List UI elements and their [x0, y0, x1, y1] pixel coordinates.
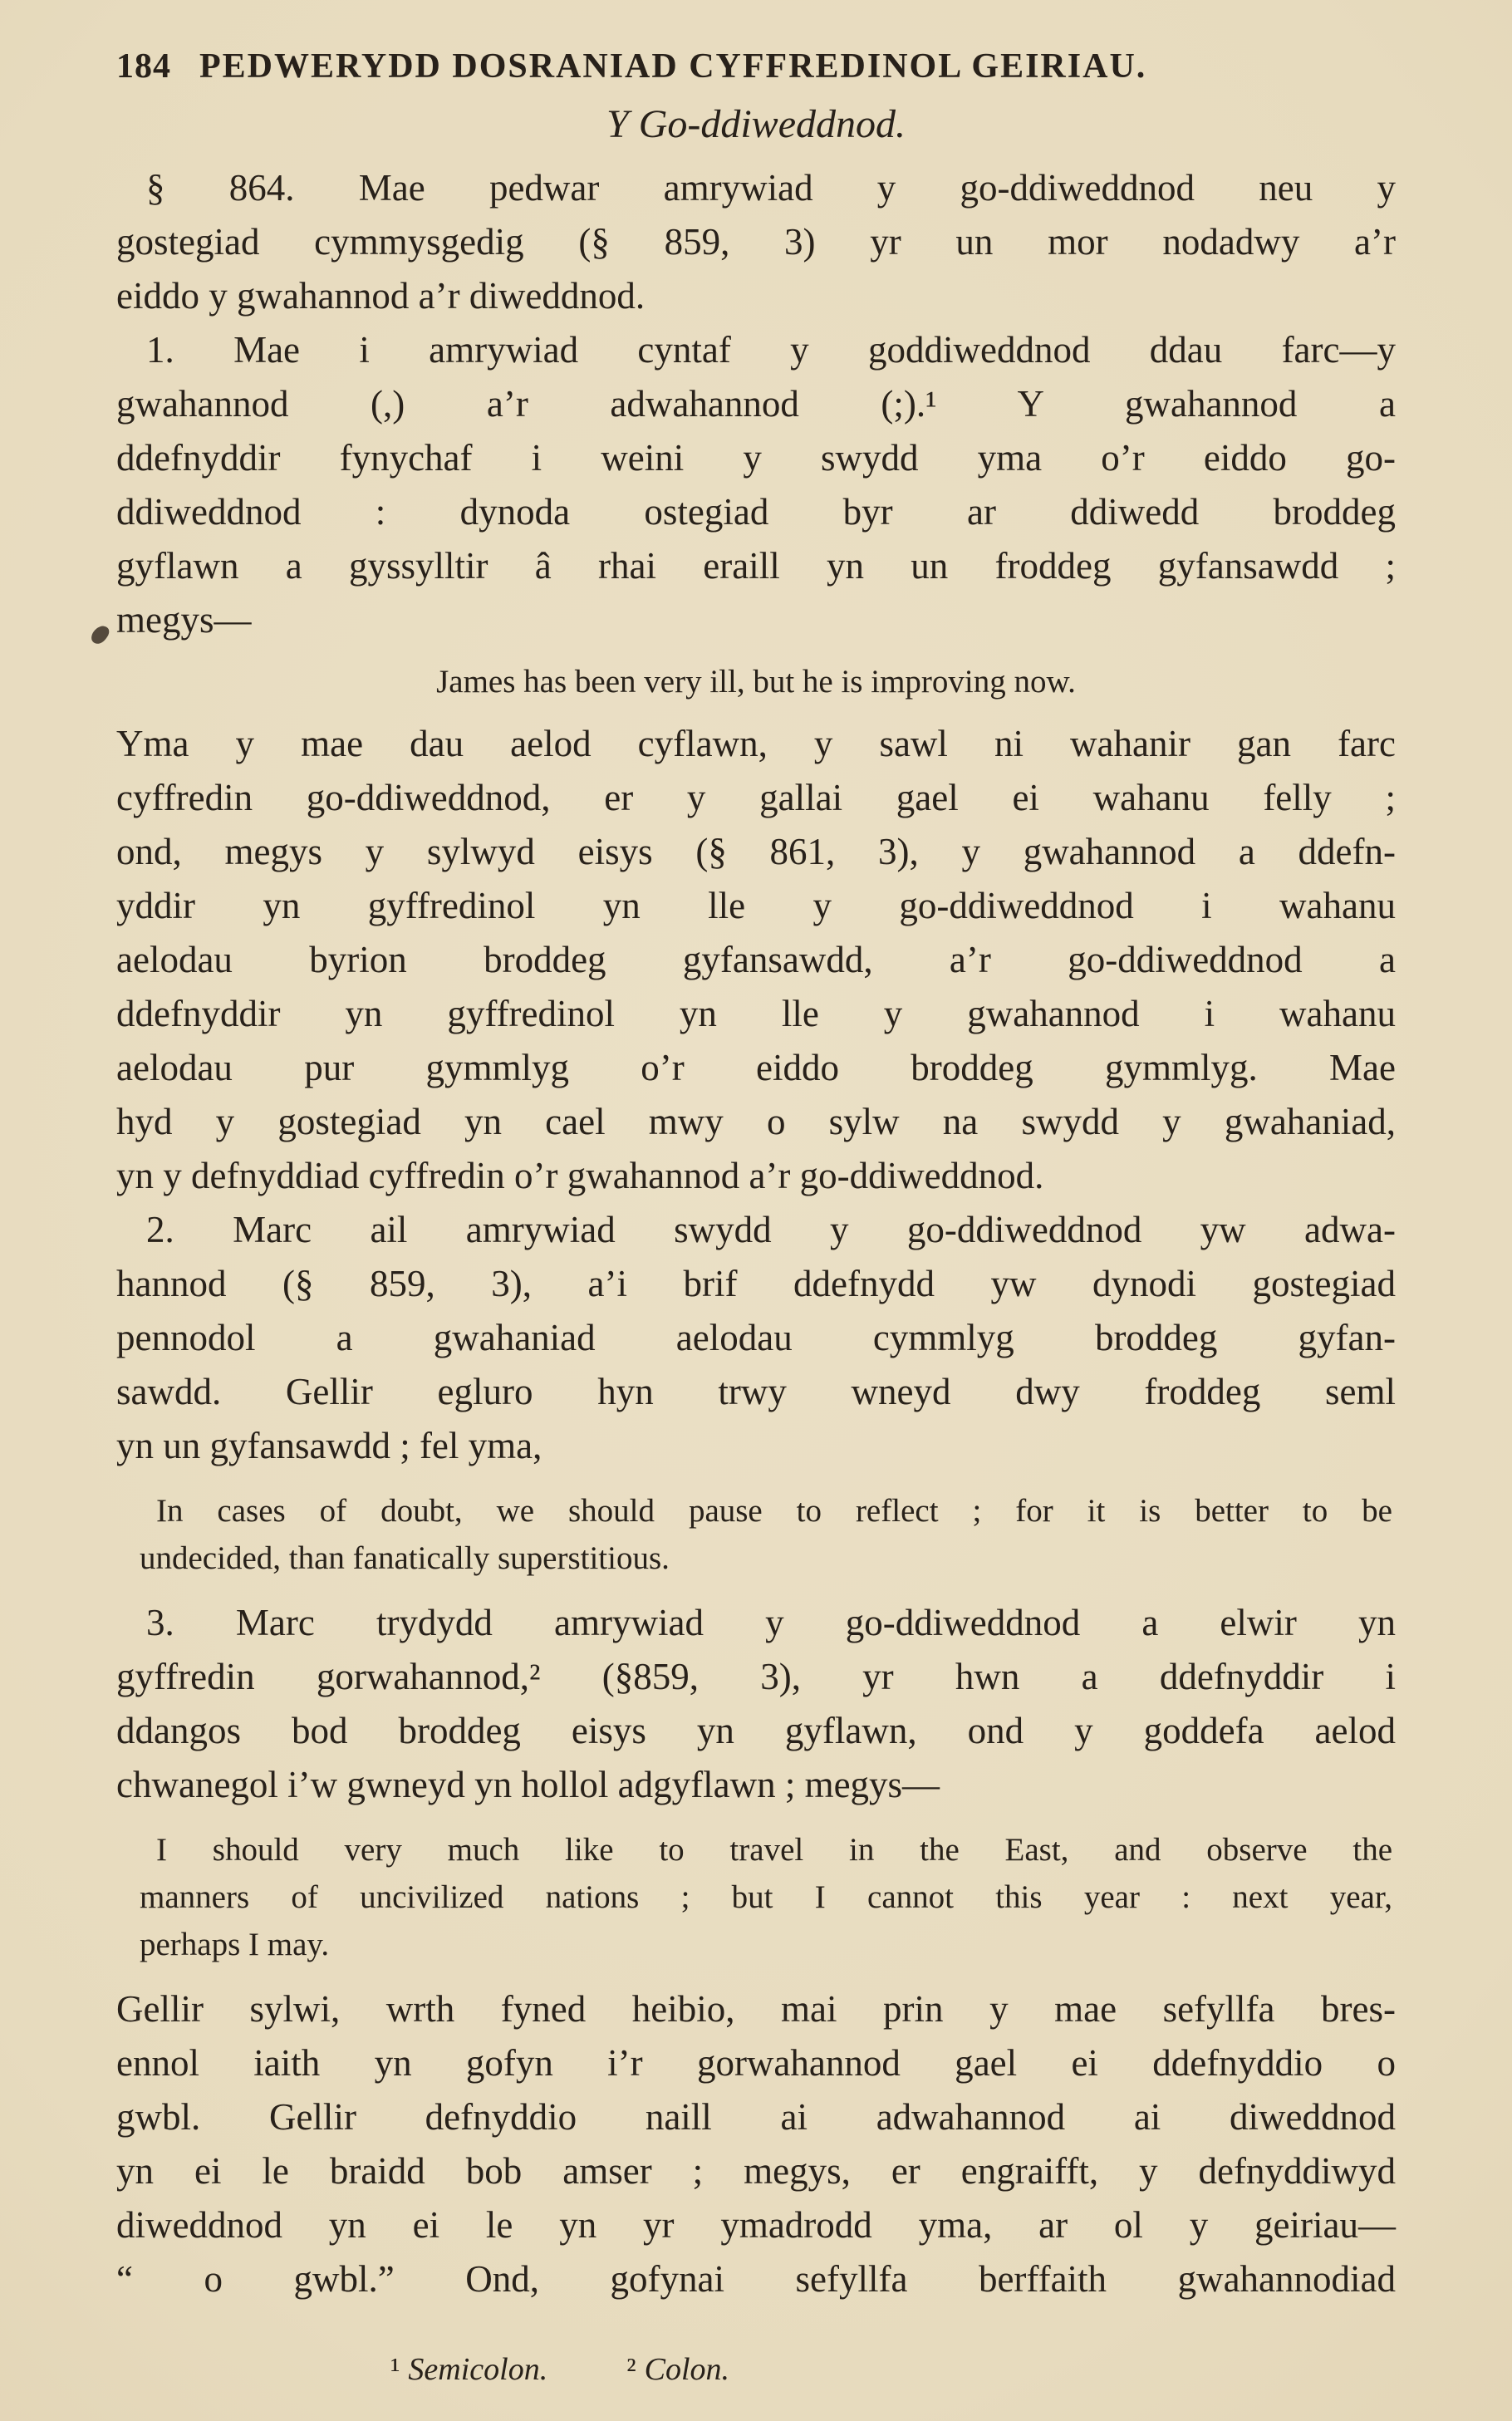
- text-line: chwanegol i’w gwneyd yn hollol adgyflawn ; megys—: [116, 1764, 940, 1805]
- text-line: yn un gyfansawdd ; fel yma,: [116, 1425, 542, 1466]
- text-line: hannod (§ 859, 3), a’i brif ddefnydd yw dynodi gostegiad: [116, 1263, 1396, 1304]
- paragraph: [116, 1596, 1396, 1812]
- text-line: ond, megys y sylwyd eisys (§ 861, 3), y gwahannod a ddefn-: [116, 831, 1396, 872]
- text-line: pennodol a gwahaniad aelodau cymmlyg broddeg gyfan-: [116, 1317, 1396, 1358]
- paragraph: [116, 1203, 1396, 1473]
- text-line: yn y defnyddiad cyffredin o’r gwahannod a’r go-ddiweddnod.: [116, 1155, 1044, 1196]
- quotation: [140, 1487, 1392, 1582]
- paragraph: [116, 1982, 1396, 2306]
- text-line: 1. Mae i amrywiad cyntaf y goddiweddnod ddau farc—y: [146, 329, 1396, 371]
- text-line: yddir yn gyffredinol yn lle y go-ddiweddnod i wahanu: [116, 885, 1396, 926]
- page-header: [116, 47, 1396, 86]
- running-title: PEDWERYDD DOSRANIAD CYFFREDINOL GEIRIAU.: [199, 47, 1147, 86]
- text-line: ddiweddnod : dynoda ostegiad byr ar ddiwedd broddeg: [116, 491, 1396, 533]
- text-line: § 864. Mae pedwar amrywiad y go-ddiweddnod neu y: [146, 167, 1396, 209]
- footnote: [390, 2351, 547, 2388]
- footnote-label: Colon.: [644, 2352, 730, 2387]
- text-line: 2. Marc ail amrywiad swydd y go-ddiweddnod yw adwa-: [146, 1209, 1396, 1250]
- ink-blot: [89, 622, 112, 646]
- text-line: sawdd. Gellir egluro hyn trwy wneyd dwy froddeg seml: [116, 1371, 1396, 1412]
- page-number: 184: [116, 47, 171, 86]
- footnote: [626, 2351, 729, 2388]
- text-line: ddefnyddir yn gyffredinol yn lle y gwahannod i wahanu: [116, 993, 1396, 1034]
- text-line: “ o gwbl.” Ond, gofynai sefyllfa berffaith gwahannodiad: [116, 2258, 1396, 2300]
- footnotes: [390, 2351, 1396, 2388]
- footnote-label: Semicolon.: [408, 2352, 548, 2387]
- text-line: hyd y gostegiad yn cael mwy o sylw na swydd y gwahaniad,: [116, 1101, 1396, 1142]
- text-line: yn ei le braidd bob amser ; megys, er engraifft, y defnyddiwyd: [116, 2150, 1396, 2192]
- text-line: Yma y mae dau aelod cyflawn, y sawl ni wahanir gan farc: [116, 723, 1396, 764]
- text-blocks: [116, 161, 1396, 2306]
- text-line: In cases of doubt, we should pause to reflect ; for it is better to be: [156, 1493, 1392, 1529]
- text-line: megys—: [116, 599, 252, 641]
- text-line: aelodau byrion broddeg gyfansawdd, a’r go-ddiweddnod a: [116, 939, 1396, 980]
- text-line: 3. Marc trydydd amrywiad y go-ddiweddnod a elwir yn: [146, 1602, 1396, 1643]
- paragraph: [116, 161, 1396, 323]
- paragraph: [116, 323, 1396, 647]
- text-line: aelodau pur gymmlyg o’r eiddo broddeg gymmlyg. Mae: [116, 1047, 1396, 1088]
- text-line: gwahannod (,) a’r adwahannod (;).¹ Y gwahannod a: [116, 383, 1396, 425]
- text-line: gostegiad cymmysgedig (§ 859, 3) yr un mor nodadwy a’r: [116, 221, 1396, 263]
- text-line: diweddnod yn ei le yn yr ymadrodd yma, ar ol y geiriau—: [116, 2204, 1396, 2246]
- paragraph: [116, 717, 1396, 1203]
- text-line: I should very much like to travel in the East, and observe the: [156, 1832, 1392, 1868]
- text-line: ddangos bod broddeg eisys yn gyflawn, ond y goddefa aelod: [116, 1710, 1396, 1751]
- quotation: [140, 1826, 1392, 1968]
- footnote-marker: ²: [626, 2352, 636, 2387]
- text-line: gwbl. Gellir defnyddio naill ai adwahannod ai diweddnod: [116, 2096, 1396, 2138]
- text-line: James has been very ill, but he is improving now.: [436, 664, 1076, 700]
- text-line: perhaps I may.: [140, 1927, 330, 1962]
- quotation: [116, 660, 1396, 705]
- text-line: ddefnyddir fynychaf i weini y swydd yma o’r eiddo go-: [116, 437, 1396, 479]
- text-line: cyffredin go-ddiweddnod, er y gallai gael ei wahanu felly ;: [116, 777, 1396, 818]
- text-line: manners of uncivilized nations ; but I cannot this year : next year,: [140, 1879, 1392, 1915]
- text-line: ennol iaith yn gofyn i’r gorwahannod gael ei ddefnyddio o: [116, 2042, 1396, 2084]
- text-line: eiddo y gwahannod a’r diweddnod.: [116, 275, 646, 317]
- text-line: undecided, than fanatically superstitious.: [140, 1540, 670, 1576]
- text-line: Gellir sylwi, wrth fyned heibio, mai prin y mae sefyllfa bres-: [116, 1988, 1396, 2030]
- text-line: gyflawn a gyssylltir â rhai eraill yn un froddeg gyfansawdd ;: [116, 545, 1396, 587]
- footnote-marker: ¹: [390, 2352, 400, 2387]
- section-title: Y Go-ddiweddnod.: [606, 102, 906, 146]
- text-line: gyffredin gorwahannod,² (§859, 3), yr hwn a ddefnyddir i: [116, 1656, 1396, 1697]
